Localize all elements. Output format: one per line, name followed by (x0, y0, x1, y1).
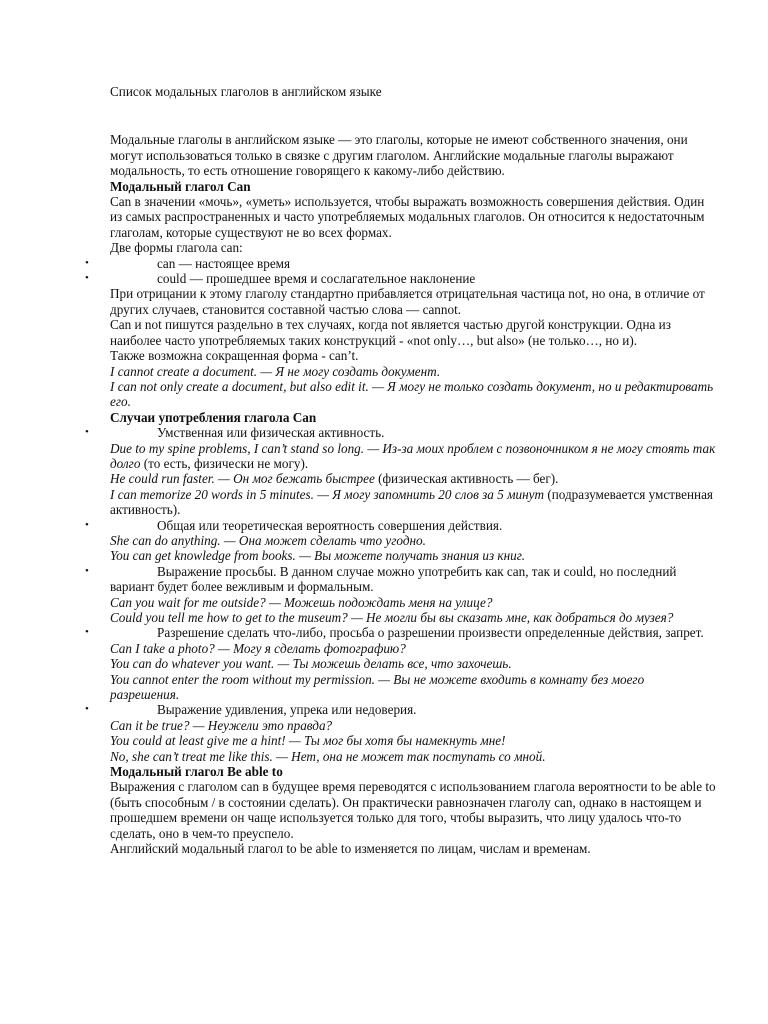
example-text: Due to my spine problems, I can’t stand so long. — Из-за моих проблем с позвоночником я не могу стоять так долго (110, 440, 716, 471)
section-heading-can-usage: Случаи употребления глагола Can (110, 409, 317, 425)
list-item-usage-permission (85, 625, 716, 641)
list-item-form-can (85, 255, 716, 271)
section-heading-can: Модальный глагол Can (110, 178, 251, 194)
example-sentence (110, 441, 716, 472)
can-paragraph-negation: При отрицании к этому глаголу стандартно прибавляется отрицательная частица not, но она, в отличие от других случаев, становится составной частью слова — cannot. (110, 286, 705, 317)
example-sentence (110, 487, 716, 518)
list-item-label: Умственная или физическая активность. (157, 425, 385, 441)
section-heading-be-able-to: Модальный глагол Be able to (110, 764, 283, 780)
page-title: Список модальных глаголов в английском языке (110, 84, 382, 99)
example-note: (физическая активность — бег). (374, 471, 559, 487)
example-sentence: I can not only create a document, but also edit it. — Я могу не только создать документ, но и редактировать его. (110, 378, 714, 410)
bullet-icon: • (85, 272, 89, 285)
example-text: I can memorize 20 words in 5 minutes. — Я могу запомнить 20 слов за 5 минут (110, 486, 545, 502)
can-paragraph-separate: Can и not пишутся раздельно в тех случаях, когда not является частью другой конструкции. Одна из наиболее часто употребляемых таких конструкций - «not only…, but also» (не только…, но и). (110, 317, 671, 348)
document-body (85, 84, 716, 857)
list-item-label: can — настоящее время (157, 255, 291, 271)
can-paragraph-short-form: Также возможна сокращенная форма - can’t. (110, 348, 359, 364)
list-item-usage-activity (85, 425, 716, 441)
example-sentence: You can do whatever you want. — Ты можешь делать все, что захочешь. (110, 656, 512, 672)
list-item-label: Разрешение сделать что-либо, просьба о разрешении произвести определенные действия, запрет. (157, 625, 704, 641)
list-item-label: Выражение просьбы. В данном случае можно употребить как can, так и could, но последний вариант будет более вежливым и формальным. (110, 563, 677, 595)
bullet-icon: • (85, 703, 89, 716)
example-note: (то есть, физически не могу). (140, 455, 309, 471)
list-item-usage-probability (85, 517, 716, 533)
intro-paragraph: Модальные глаголы в английском языке — это глаголы, которые не имеют собственного значения, они могут использоваться только в связке с другим глаголом. Английские модальные глаголы выражают модальность, то есть отношение говорящего к какому-либо действию. (110, 132, 688, 179)
example-sentence: Can I take a photo? — Могу я сделать фотографию? (110, 640, 406, 656)
example-sentence: You cannot enter the room without my permission. — Вы не можете входить в комнату без моего разрешения. (110, 671, 645, 703)
list-item-label: Выражение удивления, упрека или недоверия. (157, 702, 417, 718)
example-sentence: Could you tell me how to get to the museum? — Не могли бы вы сказать мне, как добраться до музея? (110, 610, 674, 625)
list-item-label: could — прошедшее время и сослагательное наклонение (157, 271, 476, 287)
example-sentence: Can it be true? — Неужели это правда? (110, 717, 333, 733)
example-sentence: You could at least give me a hint! — Ты мог бы хотя бы намекнуть мне! (110, 733, 506, 749)
example-sentence: No, she can’t treat me like this. — Нет, она не может так поступать со мной. (110, 748, 546, 764)
bullet-icon: • (85, 256, 89, 269)
bullet-icon: • (85, 518, 89, 531)
example-sentence: She can do anything. — Она может сделать что угодно. (110, 532, 426, 548)
example-note: (подразумевается умственная активность). (110, 486, 713, 518)
bullet-icon: • (85, 564, 89, 577)
list-item-usage-surprise (85, 702, 716, 718)
list-item-form-could (85, 271, 716, 287)
example-text: He could run faster. — Он мог бежать быстрее (110, 471, 375, 487)
bullet-icon: • (85, 426, 89, 439)
bullet-icon: • (85, 626, 89, 639)
example-sentence: I cannot create a document. — Я не могу создать документ. (110, 363, 441, 379)
example-sentence (110, 471, 716, 486)
can-paragraph-forms-intro: Две формы глагола can: (110, 240, 243, 256)
can-paragraph-meaning: Can в значении «мочь», «уметь» используется, чтобы выражать возможность совершения действия. Один из самых распространенных и часто употребляемых модальных глаголов. Он относится к недостаточным глаголам, которые существуют не во всех формах. (110, 194, 705, 240)
example-sentence: Can you wait for me outside? — Можешь подождать меня на улице? (110, 594, 493, 610)
list-item-usage-request (85, 563, 716, 595)
be-able-paragraph-forms: Английский модальный глагол to be able to изменяется по лицам, числам и временам. (110, 841, 591, 857)
example-sentence: You can get knowledge from books. — Вы можете получать знания из книг. (110, 548, 526, 564)
list-item-label: Общая или теоретическая вероятность совершения действия. (157, 517, 503, 533)
be-able-paragraph-meaning: Выражения с глаголом can в будущее время переводятся с использованием глагола вероятности to be able to (быть способным / в состоянии сделать). Он практически равнозначен глаголу can, однако в настоящем и прошедшем времени он чаще используется только для того, чтобы выразить, что лицу удалось что-то сделать, оно в чем-то преуспело. (110, 779, 716, 841)
